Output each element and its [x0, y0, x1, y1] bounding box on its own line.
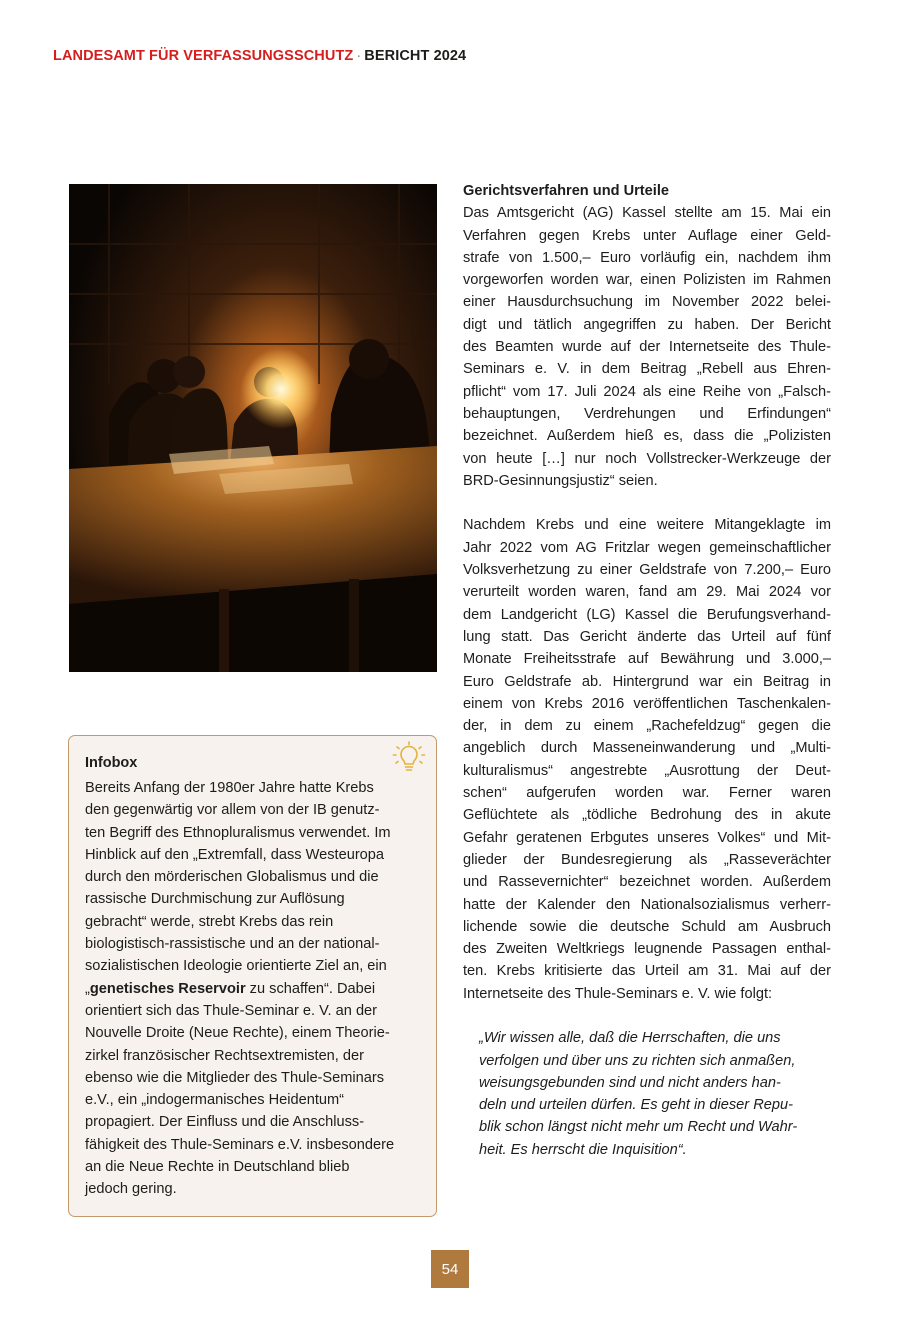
paragraph-2 [463, 514, 831, 1005]
paragraph2-line: hatte der Kalender den Nationalsozialismus verherr- [463, 896, 831, 913]
paragraph1-line: von heute […] nur noch Vollstrecker-Werkzeuge der [463, 450, 831, 467]
paragraph1-line: des Beamten wurde auf der Internetseite des Thule- [463, 339, 831, 356]
header-separator: · [356, 48, 362, 64]
paragraph2-line: glieder der Bundesregierung als „Rasseverächter [463, 851, 831, 868]
header-report: BERICHT 2024 [364, 48, 467, 64]
article-column [463, 180, 831, 1161]
paragraph1-line: behauptungen, Verdrehungen und Erfindungen“ [463, 405, 831, 422]
paragraph2-line: des Zweiten Weltkriegs leugnende Passagen enthal- [463, 941, 831, 958]
paragraph1-line: Verfahren gegen Krebs unter Auflage einer Geld- [463, 227, 831, 244]
infobox-line: e.V., ein „indogermanisches Heidentum“ [85, 1092, 345, 1109]
quote-line: weisungsgebunden sind und nicht anders han- [479, 1074, 781, 1091]
paragraph2-line: ten. Krebs kritisierte das Urteil am 31. Mai auf der [463, 963, 831, 980]
infobox-line: gebracht“ werde, strebt Krebs das rein [85, 913, 334, 930]
quote-line: blik schon längst nicht mehr um Recht und Wahr- [479, 1119, 798, 1136]
infobox [68, 735, 437, 1217]
infobox-line: Bereits Anfang der 1980er Jahre hatte Krebs [85, 780, 374, 796]
paragraph1-line: bezeichnet. Außerdem hieß es, dass die „Polizisten [463, 428, 831, 445]
paragraph2-line: Volksverhetzung zu einer Geldstrafe von 7.200,– Euro [463, 562, 831, 579]
infobox-line: Hinblick auf den „Extremfall, dass Westeuropa [85, 846, 385, 863]
paragraph2-line: lichende sowie die deutsche Schuld am Ausbruch [463, 918, 831, 935]
infobox-line: biologistisch-rassistische und an der national- [85, 936, 380, 953]
paragraph2-line: Monate Freiheitsstrafe auf Bewährung und 3.000,– [463, 651, 831, 668]
quote-line: deln und urteilen dürfen. Es geht in dieser Repu- [479, 1097, 793, 1114]
quote-line: heit. Es herrscht die Inquisition“. [479, 1141, 687, 1158]
paragraph2-line: lung statt. Das Gericht änderte das Urteil auf fünf [463, 628, 831, 645]
emphasis-genetisches-reservoir: genetisches Reservoir [89, 980, 246, 997]
infobox-line: jedoch gering. [85, 1181, 177, 1198]
paragraph2-line: Euro Geldstrafe ab. Hintergrund war ein Beitrag in [463, 673, 831, 690]
section-heading: Gerichtsverfahren und Urteile [463, 183, 669, 199]
paragraph2-line: der, in dem zu einem „Rachefeldzug“ gegen die [463, 718, 831, 735]
paragraph1-line: vorgeworfen worden war, einen Polizisten im Rahmen [463, 272, 831, 289]
infobox-line: orientiert sich das Thule-Seminar e. V. an der [85, 1002, 378, 1019]
paragraph1-line: digt und tätlich angegriffen zu haben. Der Bericht [463, 316, 831, 333]
paragraph2-line: Internetseite des Thule-Seminars e. V. wie folgt: [463, 985, 773, 1002]
paragraph2-line: und Rassevernichter“ bezeichnet worden. Außerdem [463, 874, 831, 891]
paragraph2-line: einem von Krebs 2016 veröffentlichen Taschenkalen- [463, 695, 831, 712]
paragraph2-line: Geflüchtete als „tödliche Bedrohung des in akute [463, 807, 831, 824]
paragraph-1 [463, 202, 831, 492]
infobox-title: Infobox [85, 755, 138, 771]
paragraph1-line: pflicht“ vom 17. Juli 2024 als eine Reihe von „Falsch- [463, 383, 831, 400]
quote-line: verfolgen und über uns zu richten sich anmaßen, [479, 1052, 796, 1069]
paragraph2-line: verurteilt worden waren, fand am 29. Mai 2024 vor [463, 584, 831, 601]
infobox-text [85, 777, 422, 1201]
paragraph1-line: BRD-Gesinnungsjustiz“ seien. [463, 472, 658, 489]
paragraph2-line: Nachdem Krebs und eine weitere Mitangeklagte im [463, 517, 831, 534]
infobox-line-emphasis: „genetisches Reservoir zu schaffen“. Dabei [85, 980, 376, 997]
infobox-line: rassische Durchmischung zur Auflösung [85, 891, 345, 908]
infobox-line: zirkel französischer Rechtsextremisten, der [85, 1047, 364, 1064]
infobox-line: ten Begriff des Ethnopluralismus verwendet. Im [85, 824, 391, 841]
infobox-line: an die Neue Rechte in Deutschland blieb [85, 1159, 350, 1176]
paragraph2-line: Gefahr geratenen Erbgutes unseres Volkes“ und Mit- [463, 829, 831, 846]
paragraph2-line: angeblich durch Masseneinwanderung und „Multi- [463, 740, 831, 757]
infobox-line: durch den mörderischen Globalismus und die [85, 869, 379, 886]
paragraph1-line: Seminars e. V. in dem Beitrag „Rebell aus Ehren- [463, 361, 831, 378]
quote-line: „Wir wissen alle, daß die Herrschaften, die uns [479, 1030, 781, 1047]
photo-group-at-table [69, 184, 437, 672]
paragraph2-line: schen“ aufgerufen worden war. Ferner waren [463, 785, 831, 802]
paragraph2-line: dem Landgericht (LG) Kassel die Berufungsverhand- [463, 606, 831, 623]
quote-block [479, 1027, 831, 1161]
paragraph1-line: Das Amtsgericht (AG) Kassel stellte am 15. Mai ein [463, 205, 831, 222]
infobox-line: den gegenwärtig vor allem von der IB genutz- [85, 802, 380, 819]
page-number: 54 [431, 1250, 469, 1288]
paragraph1-line: strafe von 1.500,– Euro vorläufig ein, nachdem ihm [463, 249, 831, 266]
header-org: LANDESAMT FÜR VERFASSUNGSSCHUTZ [53, 48, 354, 64]
paragraph2-line: Jahr 2022 vom AG Fritzlar wegen gemeinschaftlicher [463, 539, 831, 556]
lightbulb-icon [392, 741, 426, 775]
infobox-line: fähigkeit des Thule-Seminars e.V. insbesondere [85, 1136, 395, 1153]
running-header [53, 48, 466, 64]
infobox-line: propagiert. Der Einfluss und die Anschluss- [85, 1114, 365, 1131]
infobox-line: Nouvelle Droite (Neue Rechte), einem Theorie- [85, 1025, 390, 1042]
infobox-line: sozialistischen Ideologie orientierte Ziel an, ein [85, 958, 387, 975]
paragraph1-line: einer Hausdurchsuchung im November 2022 belei- [463, 294, 831, 311]
paragraph2-line: kulturalismus“ angestrebte „Ausrottung der Deut- [463, 762, 831, 779]
infobox-line: ebenso wie die Mitglieder des Thule-Seminars [85, 1069, 385, 1086]
